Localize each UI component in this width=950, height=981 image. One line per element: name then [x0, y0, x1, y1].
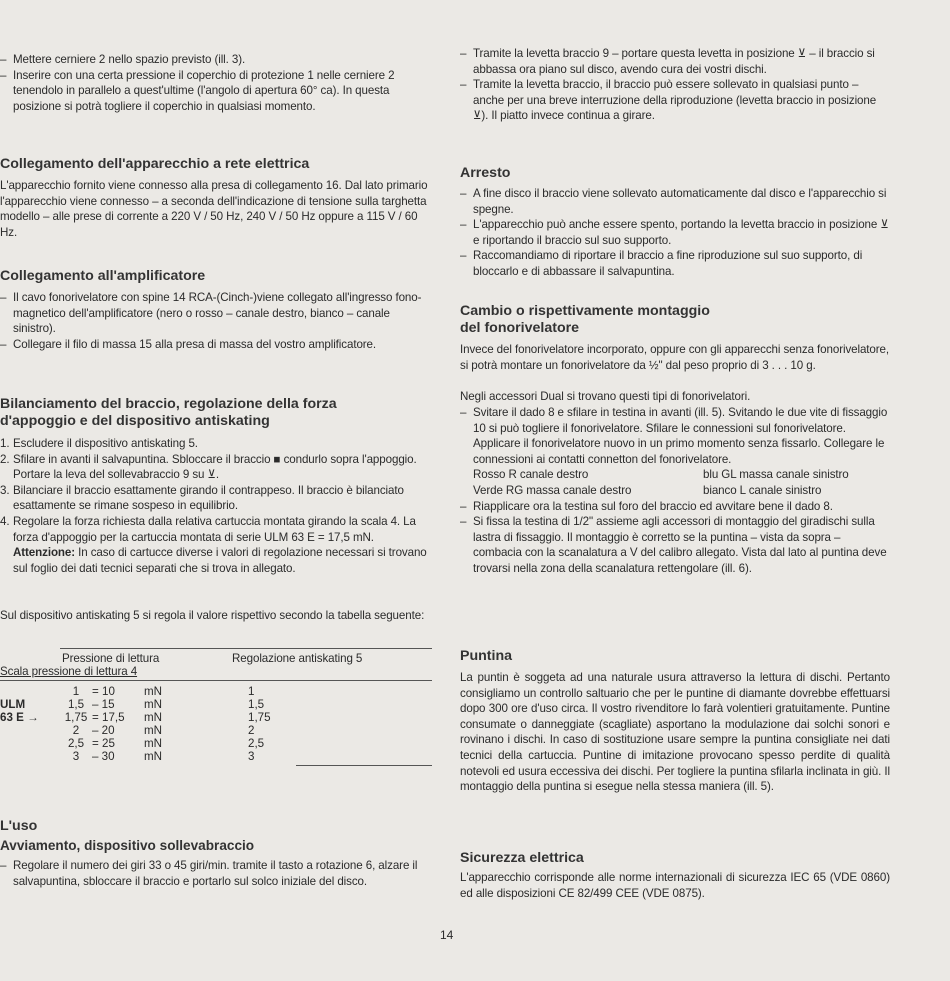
arresto-list	[460, 186, 890, 280]
list-item: – Regolare il numero dei giri 33 o 45 giri/min. tramite il tasto a rotazione 6, alzare il salvapuntina, sbloccare il braccio e portarlo sul solco iniziale del disco.	[0, 858, 432, 889]
divider	[0, 680, 432, 681]
table-row: ULM 1,5 – 15 mN 1,5	[0, 698, 265, 711]
bilanciamento-steps	[0, 436, 432, 576]
cambio-intro2: Negli accessori Dual si trovano questi tipi di fonorivelatori.	[460, 390, 751, 403]
list-item: – Tramite la levetta braccio 9 – portare questa levetta in posizione ⊻ – il braccio si abbassa ora piano sul disco, avendo cura dei vostri dischi.	[460, 46, 890, 77]
continuation-list	[460, 46, 890, 124]
connection-row: Rosso R canale destro blu GL massa canale sinistro	[473, 468, 849, 482]
cambio-list	[460, 405, 890, 577]
section-title-puntina: Puntina	[460, 648, 513, 664]
section-title-bilanciamento: Bilanciamento del braccio, regolazione della forza d'appoggio e del dispositivo antiskating	[0, 396, 337, 429]
table-subheader: Scala pressione di lettura 4	[0, 665, 138, 678]
table-header: Pressione di lettura Regolazione antiskating 5	[62, 652, 363, 665]
sicurezza-text: L'apparecchio corrisponde alle norme internazionali di sicurezza IEC 65 (VDE 0860) ed alle disposizioni CE 82/499 CEE (VDE 0875).	[460, 871, 890, 900]
puntina-text: La puntin è soggeta ad una naturale usura attraverso la lettura di dischi. Pertanto consigliamo un controllo saltuario che per le puntine di diamante dovrebbe effettuarsi dopo 300 ore d'uso circa. Il vostro rivenditore lo farà volentieri gratuitamente. Puntine consumate o danneggiate (scagliate) asportano la modulazione dai solchi sonori e rovinano i dischi. In caso di sostituzione usare sempre la puntina consigliate nei dati tecnici della cartuccia. Puntine di imitazione provocano spesso perdite di qualità notevoli ed usura eccessiva dei dischi. Per togliere la puntina sfilarla inclinata in giù. Il montaggio della puntina si esegue nella stessa maniera (ill. 5).	[460, 671, 890, 794]
bilanciamento-closing: Sul dispositivo antiskating 5 si regola il valore rispettivo secondo la tabella seguente:	[0, 609, 425, 622]
divider	[296, 765, 432, 766]
section-title-cambio: Cambio o rispettivamente montaggio del fonorivelatore	[460, 303, 710, 336]
amplificatore-list	[0, 290, 432, 352]
section-title-uso: L'uso	[0, 818, 38, 834]
page-number: 14	[440, 928, 454, 942]
step-item: 4. Regolare la forza richiesta dalla relativa cartuccia montata girando la scala 4. La forza d'appoggio per la cartuccia montata di serie ULM 63 E = 17,5 mN.	[0, 514, 416, 544]
list-item: – L'apparecchio può anche essere spento, portando la levetta braccio in posizione ⊻ e riportando il braccio sul suo supporto.	[460, 217, 890, 248]
list-item: – Raccomandiamo di riportare il braccio a fine riproduzione sul suo supporto, di bloccarlo e di abbassare il salvapuntina.	[460, 248, 890, 279]
intro-list	[0, 52, 432, 114]
list-item: – Collegare il filo di massa 15 alla presa di massa del vostro amplificatore.	[0, 337, 432, 353]
table-row: 63 E → 1,75 = 17,5 mN 1,75	[0, 711, 271, 724]
connection-row: Verde RG massa canale destro bianco L canale sinistro	[473, 483, 822, 497]
section-title-sicurezza: Sicurezza elettrica	[460, 850, 584, 866]
section-subtitle-avviamento: Avviamento, dispositivo sollevabraccio	[0, 838, 255, 853]
table-row: 1 = 10 mN 1	[72, 685, 255, 698]
list-item: – Riapplicare ora la testina sul foro del braccio ed avvitare bene il dado 8.	[460, 499, 890, 515]
section-title-amplificatore: Collegamento all'amplificatore	[0, 268, 206, 284]
step-item: 2. Sfilare in avanti il salvapuntina. Sbloccare il braccio ■ condurlo sopra l'appoggio. Portare la leva del sollevabraccio 9 su ⊻.	[0, 452, 417, 482]
scale-table	[0, 685, 432, 763]
table-row: 2 – 20 mN 2	[72, 724, 255, 737]
cambio-intro: Invece del fonorivelatore incorporato, oppure con gli apparecchi senza fonorivelatore, si potrà montare un fonorivelatore da ½" dal peso proprio di 3 . . . 10 g.	[460, 343, 890, 372]
list-item: – Tramite la levetta braccio, il braccio può essere sollevato in qualsiasi punto – anche per una breve interruzione della riproduzione (levetta braccio in posizione ⊻). Il piatto invece continua a girare.	[460, 77, 890, 124]
list-item: – A fine disco il braccio viene sollevato automaticamente dal disco e l'apparecchio si spegne.	[460, 186, 890, 217]
uso-list	[0, 858, 432, 889]
antiskating-table	[0, 648, 432, 766]
section-title-rete: Collegamento dell'apparecchio a rete elettrica	[0, 156, 310, 172]
step-item: 3. Bilanciare il braccio esattamente girando il contrappeso. Il braccio è bilanciato esattamente se rimane sospeso in equilibrio.	[0, 483, 404, 513]
section-title-arresto: Arresto	[460, 165, 511, 181]
table-row: 3 – 30 mN 3	[72, 750, 255, 763]
step-item: 1. Escludere il dispositivo antiskating 5.	[0, 437, 198, 450]
list-item: – Svitare il dado 8 e sfilare in testina in avanti (ill. 5). Svitando le due vite di fissaggio 10 si può togliere il fonorivelatore. Sfilare le connessioni sul fonorivelatore. Applicare il fonorivelatore nuovo in un primo momento senza fissarlo. Collegare le connessioni ai contatti connetton del fonorivelatore. Rosso R canale destro blu GL massa canale sinistro Verde RG massa canale destro bianco L canale sinistro	[460, 405, 890, 499]
attenzione-note: Attenzione: In caso di cartucce diverse i valori di regolazione necessari si trovano sul foglio dei dati tecnici separati che si trova in allegato.	[13, 546, 427, 575]
list-item: – Mettere cerniere 2 nello spazio previsto (ill. 3).	[0, 52, 432, 68]
table-row: 2,5 = 25 mN 2,5	[67, 737, 265, 750]
section-text-rete: L'apparecchio fornito viene connesso alla presa di collegamento 16. Dal lato primario l'apparecchio viene connesso – a seconda dell'indicazione di tensione sulla targhetta modello – alle prese di corrente a 220 V / 50 Hz, 240 V / 50 Hz oppure a 115 V / 60 Hz.	[0, 179, 428, 239]
list-item: – Inserire con una certa pressione il coperchio di protezione 1 nelle cerniere 2 tenendolo in parallelo a quest'ultime (l'angolo di apertura 60° ca). In questa posizione si potrà togliere il coperchio in qualsiasi momento.	[0, 68, 432, 115]
list-item: – Si fissa la testina di 1/2" assieme agli accessori di montaggio del giradischi sulla lastra di fissaggio. Il montaggio è corretto se la puntina – vista da sopra – combacia con la scanalatura a V del calibro allegato. Vista dal lato al puntina deve trovarsi nella zona della scanalatura rettengolare (ill. 6).	[460, 514, 890, 576]
list-item: – Il cavo fonorivelatore con spine 14 RCA-(Cinch-)viene collegato all'ingresso fono-magnetico dell'amplificatore (nero o rosso – canale destro, bianco – canale sinistro).	[0, 290, 432, 337]
